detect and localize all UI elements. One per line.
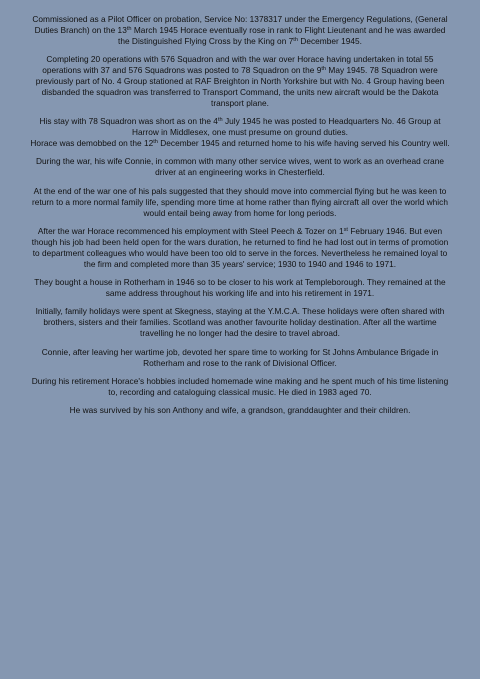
paragraph-1 xyxy=(28,14,452,47)
text-run: During the war, his wife Connie, in common with many other service wives, went to work as an overhead crane driver at an engineering works in Chesterfield. xyxy=(36,156,444,178)
text-run: Initially, family holidays were spent at Skegness, staying at the Y.M.C.A. These holidays were often shared with brothers, sisters and their families. Scotland was another favourite holiday destination. After all the wartime travelling he no longer had the desire to travel abroad. xyxy=(35,306,445,339)
ordinal-suffix: st xyxy=(343,227,349,233)
paragraph-3 xyxy=(28,116,452,149)
paragraph-10 xyxy=(28,376,452,398)
text-run: May 1945. 78 Squadron were previously part of No. 4 Group stationed at RAF Breighton in North Yorkshire but with No. 4 Group having been disbanded the squadron was transferred to Transport Command, the units new aircraft would be the Dakota transport plane. xyxy=(35,65,445,108)
text-run: July 1945 he was posted to Headquarters No. 46 Group at Harrow in Middlesex, one must presume on ground duties. xyxy=(131,116,441,138)
paragraph-8 xyxy=(28,306,452,339)
text-run: Commissioned as a Pilot Officer on probation, Service No: 1378317 under the Emergency Regulations, (General Duties Branch) on the 13 xyxy=(32,14,448,35)
paragraph-7 xyxy=(28,277,452,299)
text-run: December 1945. xyxy=(298,35,362,46)
document-body xyxy=(28,14,452,416)
text-run: Horace was demobbed on the 12 xyxy=(30,138,154,149)
text-run: His stay with 78 Squadron was short as on the 4 xyxy=(39,116,218,127)
ordinal-suffix: th xyxy=(321,66,327,73)
paragraph-4 xyxy=(28,156,452,178)
paragraph-6 xyxy=(28,226,452,270)
text-run: At the end of the war one of his pals suggested that they should move into commercial flying but he was keen to return to a more normal family life, spending more time at home rather than flying aircraft all over the world which would entail being away from home for long periods. xyxy=(32,185,448,218)
paragraph-2 xyxy=(28,54,452,109)
ordinal-suffix: th xyxy=(293,36,299,43)
text-run: After the war Horace recommenced his employment with Steel Peech & Tozer on 1 xyxy=(37,226,344,236)
text-run: Completing 20 operations with 576 Squadron and with the war over Horace having undertaken in total 55 operations with 37 and 576 Squadrons was posted to 78 Squadron on the 9 xyxy=(42,54,434,76)
text-run: March 1945 Horace eventually rose in rank to Flight Lieutenant and he was awarded the Distinguished Flying Cross by the King on 7 xyxy=(118,24,446,46)
text-run: During his retirement Horace's hobbies included homemade wine making and he spent much of his time listening to, recording and cataloguing classical music. He died in 1983 aged 70. xyxy=(31,375,449,397)
ordinal-suffix: th xyxy=(153,139,158,146)
ordinal-suffix: th xyxy=(217,117,223,124)
text-run: They bought a house in Rotherham in 1946 so to be closer to his work at Templeborough. They remained at the same address throughout his working life and into his retirement in 1971. xyxy=(34,277,446,299)
text-run: December 1945 and returned home to his wife having served his Country well. xyxy=(157,138,450,149)
text-run: Connie, after leaving her wartime job, devoted her spare time to working for St Johns Ambulance Brigade in Rotherham and rose to the rank of Divisional Officer. xyxy=(41,346,439,368)
paragraph-11 xyxy=(28,405,452,416)
text-run: He was survived by his son Anthony and wife, a grandson, granddaughter and their children. xyxy=(69,405,411,416)
text-run: February 1946. But even though his job had been held open for the wars duration, he returned to find he had lost out in terms of promotion to department colleagues who would have been too old to serve in the forces. Nevertheless he remained loyal to the firm and completed more than 35 years' service; 1930 to 1940 and 1946 to 1971. xyxy=(31,226,449,269)
paragraph-9 xyxy=(28,347,452,369)
paragraph-5 xyxy=(28,186,452,219)
ordinal-suffix: th xyxy=(126,25,132,32)
